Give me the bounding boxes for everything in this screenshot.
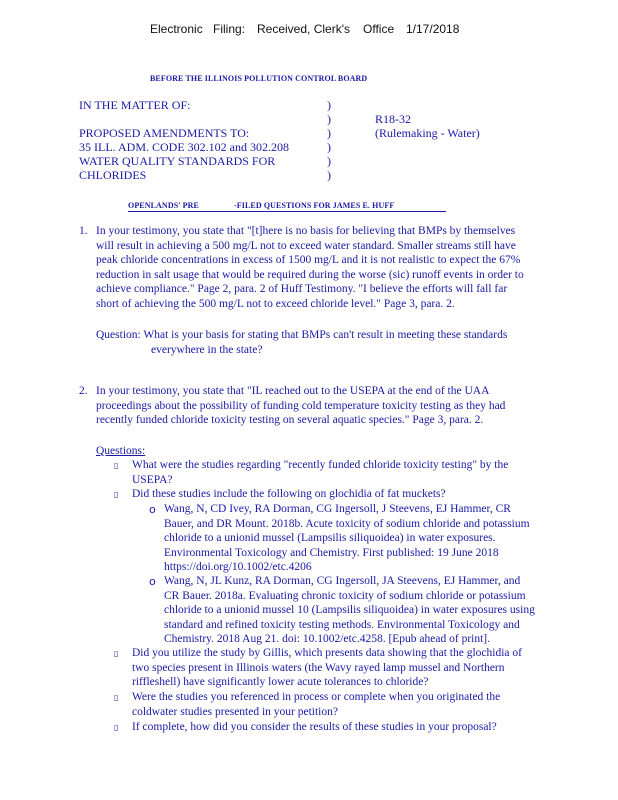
title-underline (128, 211, 446, 212)
caption-left (79, 98, 289, 182)
q1-line: will result in achieving a 500 mg/L not to exceed water standard. Smaller streams still have (96, 239, 516, 252)
q2-line: In your testimony, you state that "IL reached out to the USEPA at the end of the UAA (96, 385, 490, 397)
caption-line: PROPOSED AMENDMENTS TO: (79, 126, 250, 140)
q2-item: If complete, how did you consider the results of these studies in your proposal? (132, 721, 497, 733)
citation-1 (164, 502, 530, 575)
square-bullet-icon: ▯ (114, 649, 119, 658)
q2-line: recently funded chloride toxicity testing on several aquatic species." Page 3, para. 2. (96, 414, 484, 426)
q2-item-line: two species present in Illinois waters (the Wavy rayed lamp mussel and Northern (132, 661, 505, 674)
q2-item-line: USEPA? (132, 473, 173, 486)
q2-line: proceedings about the possibility of funding cold temperature toxicity testing as they had (96, 399, 506, 412)
paren: ) (327, 112, 331, 126)
q2-item-line: riffleshell) have significantly lower acute tolerances to chloride? (132, 676, 429, 688)
q2-item-line: Were the studies you referenced in process or complete when you originated the (132, 691, 501, 703)
citation-line: Environmental Toxicology and Chemistry. First published: 19 June 2018 (164, 546, 499, 559)
q2-item (132, 458, 508, 487)
citation-line: standard and refined toxicity testing methods. Environmental Toxicology and (164, 618, 520, 631)
square-bullet-icon: ▯ (114, 490, 119, 499)
header-filing: Filing: (213, 22, 246, 36)
q2-item (132, 690, 500, 719)
q2-questions-label: Questions: (96, 445, 146, 457)
paren: ) (327, 140, 331, 154)
header-date: 1/17/2018 (406, 22, 460, 36)
header-electronic: Electronic (150, 22, 203, 36)
q1-question (96, 328, 507, 357)
caption-line: WATER QUALITY STANDARDS FOR (79, 154, 276, 168)
q1-line: short of achieving the 500 mg/L not to exceed chloride level." Page 3, para. 2. (96, 297, 455, 310)
q1-line: achieve compliance." Page 2, para. 2 of Huff Testimony. "I believe the efforts will fall far (96, 283, 508, 295)
paren: ) (327, 126, 331, 140)
q2-item-line: Did you utilize the study by Gillis, which presents data showing that the glochidia of (132, 647, 522, 659)
docket-type: (Rulemaking - Water) (375, 126, 480, 140)
citation-line: CR Bauer. 2018a. Evaluating chronic toxicity of sodium chloride or potassium (164, 589, 526, 602)
q1-number: 1. (79, 225, 88, 237)
q2-item-line: coldwater studies presented in your petition? (132, 705, 338, 718)
docket-number: R18-32 (375, 112, 411, 126)
citation-line: chloride to a unionid mussel (Lampsilis siliquoidea) in water exposures. (164, 532, 496, 544)
q1-line: peak chloride concentrations in excess of 1500 mg/L and it is not realistic to expect the 67% (96, 254, 521, 266)
q2-number: 2. (79, 385, 88, 397)
caption-line: IN THE MATTER OF: (79, 98, 191, 112)
caption-line: CHLORIDES (79, 168, 147, 182)
q1-line: In your testimony, you state that "[t]here is no basis for believing that BMPs by themselves (96, 225, 516, 237)
square-bullet-icon: ▯ (114, 461, 119, 470)
q1-question-line: Question: What is your basis for stating that BMPs can't result in meeting these standards (96, 329, 508, 341)
board-title: BEFORE THE ILLINOIS POLLUTION CONTROL BOARD (150, 74, 368, 83)
q2-item (132, 646, 522, 690)
citation-line: Wang, N, CD Ivey, RA Dorman, CG Ingersoll, J Steevens, EJ Hammer, CR (164, 503, 511, 515)
citation-doi-link[interactable]: https://doi.org/10.1002/etc.4206 (164, 561, 312, 573)
caption-line (79, 112, 289, 126)
circle-bullet-icon: o (149, 503, 156, 516)
q2-item-line: What were the studies regarding "recently funded chloride toxicity testing" by the (132, 459, 509, 471)
square-bullet-icon: ▯ (114, 723, 119, 732)
q2-text (96, 384, 505, 428)
citation-line: chloride to a unionid mussel 10 (Lampsilis siliquoidea) in water exposures using (164, 604, 535, 616)
header-office: Office (363, 22, 395, 36)
q2-item: Did these studies include the following on glochidia of fat muckets? (132, 488, 446, 500)
paren: ) (327, 168, 331, 182)
q1-text (96, 224, 524, 311)
caption-line: 35 ILL. ADM. CODE 302.102 and 302.208 (79, 140, 289, 154)
doc-title-part2: -FILED QUESTIONS FOR JAMES E. HUFF (234, 201, 395, 210)
q1-line: reduction in salt usage that would be required during the worse (sic) runoff events in order to (96, 268, 524, 281)
circle-bullet-icon: o (149, 575, 156, 588)
citation-line: Bauer, and DR Mount. 2018b. Acute toxicity of sodium chloride and potassium (164, 517, 530, 530)
header-received: Received, Clerk's (257, 22, 350, 36)
doc-title-part1: OPENLANDS' PRE (128, 201, 199, 210)
paren: ) (327, 154, 331, 168)
citation-line: Chemistry. 2018 Aug 21. doi: 10.1002/etc.4258. [Epub ahead of print]. (164, 633, 490, 645)
square-bullet-icon: ▯ (114, 693, 119, 702)
paren: ) (327, 98, 331, 112)
caption-parens (327, 98, 331, 182)
citation-line: Wang, N, JL Kunz, RA Dorman, CG Ingersoll, JA Steevens, EJ Hammer, and (164, 575, 521, 587)
q1-question-line: everywhere in the state? (151, 343, 263, 356)
citation-2 (164, 574, 535, 647)
